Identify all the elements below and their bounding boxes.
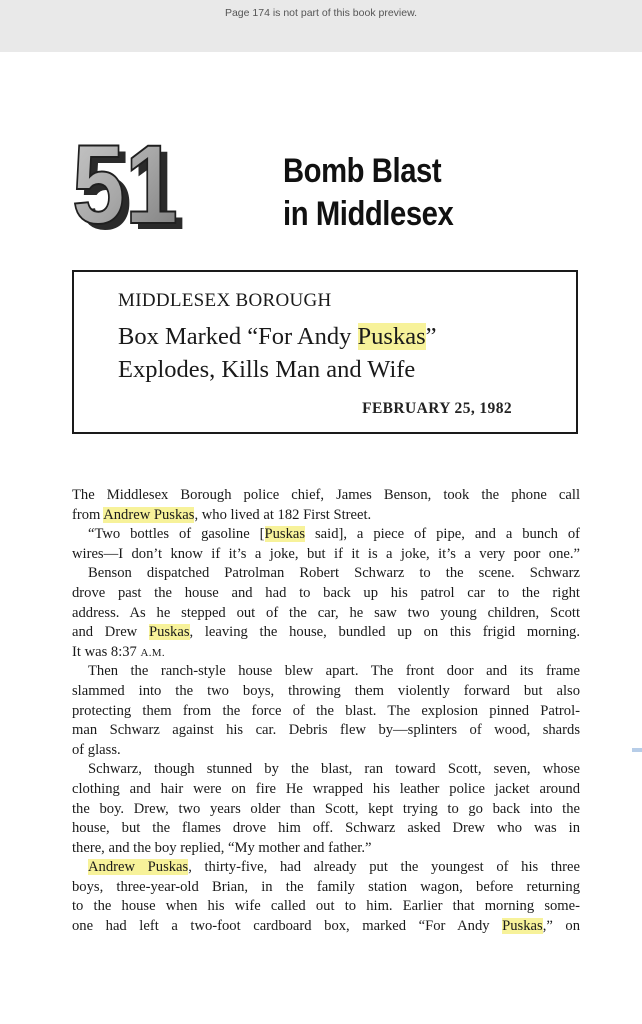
article-text: , who lived at 182 First Street. [194, 506, 372, 523]
headline-line-2: Explodes, Kills Man and Wife [118, 356, 416, 383]
article-text: , leaving the house, bundled up on this frigid morning. [189, 624, 580, 641]
article-line: man Schwarz against his car. Debris flew by—splinters of wood, shards [72, 722, 580, 739]
preview-notice: Page 174 is not part of this book preview. [224, 7, 418, 19]
chapter-number-graphic [68, 135, 188, 235]
article-text: said], a piece of pipe, and a bunch of [305, 526, 580, 543]
article-text: ,” on [542, 918, 580, 935]
article-line [72, 623, 580, 643]
article-line: to the house when his wife called out to him. Earlier that morning some- [72, 898, 580, 915]
search-highlight: Andrew Puskas [88, 859, 189, 876]
article-line: boys, three-year-old Brian, in the family station wagon, before returning [72, 878, 580, 895]
search-highlight: Andrew Puskas [103, 506, 195, 523]
headline-box [72, 270, 578, 434]
headline-text: ” [425, 323, 437, 350]
article-text: “Two bottles of gasoline [ [88, 526, 265, 543]
chapter-number: 51 [72, 135, 178, 235]
article-body [72, 486, 580, 937]
article-line: The Middlesex Borough police chief, James Benson, took the phone call [72, 487, 580, 503]
chapter-title-line-1: Bomb Blast [283, 152, 442, 190]
headline-line-1 [118, 320, 568, 353]
article-line [72, 858, 580, 878]
article-text: from [72, 506, 104, 523]
article-line: slammed into the two boys, throwing them violently forward but also [72, 682, 580, 699]
article-line: Then the ranch-style house blew apart. The front door and its frame [88, 663, 580, 680]
article-text: It was 8:37 [72, 643, 141, 660]
scrollbar-marker[interactable] [632, 748, 642, 752]
article-text: , thirty-five, had already put the youngest of his three [188, 859, 580, 876]
article-line: house, but the flames drove him off. Schwarz asked Drew who was in [72, 820, 580, 837]
article-line [72, 525, 580, 545]
article-text: and Drew [72, 624, 149, 641]
search-highlight: Puskas [264, 526, 306, 543]
headline-text: Box Marked “For Andy [118, 323, 358, 350]
article-line: of glass. [72, 741, 121, 758]
search-highlight: Puskas [502, 918, 543, 935]
search-highlight: Puskas [148, 624, 190, 641]
article-line: protecting them from the force of the blast. The explosion pinned Patrol- [72, 702, 580, 719]
article-line: Benson dispatched Patrolman Robert Schwarz to the scene. Schwarz [88, 565, 580, 582]
article-line [72, 643, 580, 663]
headline [118, 320, 568, 386]
article-line: drove past the house and had to back up his patrol car to the right [72, 584, 580, 601]
chapter-number-shadow: 51 [79, 135, 185, 235]
preview-top-bar [0, 0, 642, 52]
article-text: one had left a two-foot cardboard box, marked “For Andy [72, 918, 503, 935]
article-line: Schwarz, though stunned by the blast, ran toward Scott, seven, whose [88, 761, 580, 778]
article-line: wires—I don’t know if it’s a joke, but if it is a joke, it’s a very poor one.” [72, 545, 580, 562]
article-line: address. As he stepped out of the car, he saw two young children, Scott [72, 604, 580, 621]
search-highlight: Puskas [357, 323, 426, 350]
article-text: A.M. [140, 646, 165, 659]
chapter-title [283, 150, 489, 236]
article-line [72, 506, 580, 526]
article-line [72, 917, 580, 937]
article-line: clothing and hair were on fire He wrapped his leather police jacket around [72, 780, 580, 797]
article-line: there, and the boy replied, “My mother and father.” [72, 839, 372, 856]
article-line: the boy. Drew, two years older than Scott, kept trying to go back into the [72, 800, 580, 817]
chapter-title-line-2: in Middlesex [283, 195, 454, 233]
headline-date: FEBRUARY 25, 1982 [362, 400, 512, 417]
headline-kicker: MIDDLESEX BOROUGH [118, 290, 332, 311]
